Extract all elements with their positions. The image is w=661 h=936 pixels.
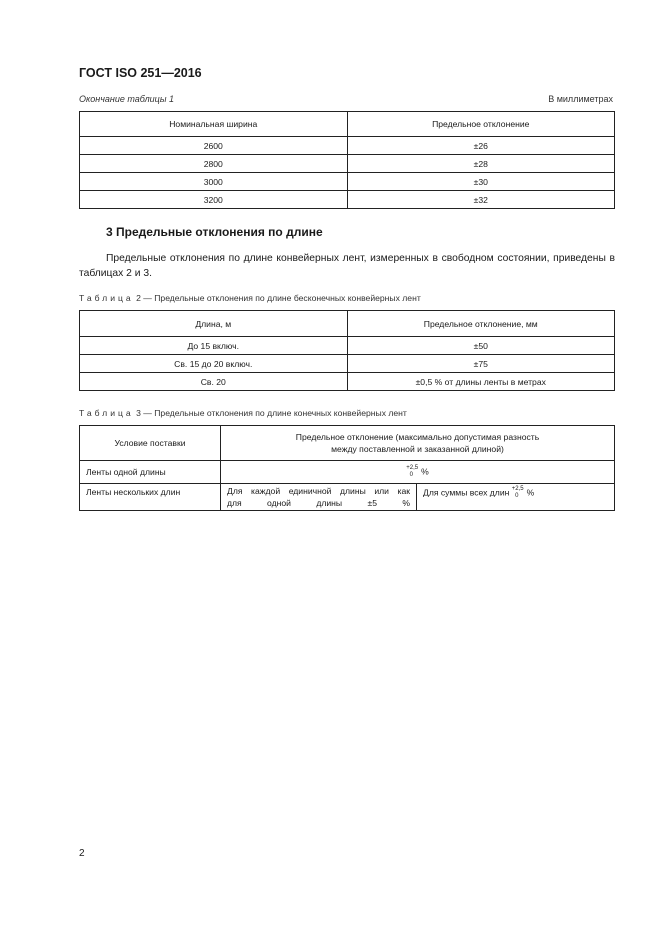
table3-row1-label: Ленты одной длины	[80, 461, 221, 484]
table1-continuation-label: Окончание таблицы 1	[79, 94, 174, 104]
table1-header-deviation: Предельное отклонение	[347, 112, 615, 137]
table3-header-deviation	[221, 426, 615, 461]
table2-cell-length: Св. 15 до 20 включ.	[80, 355, 348, 373]
section-heading: 3 Предельные отклонения по длине	[106, 225, 323, 239]
table3-header-deviation-line2: между поставленной и заказанной длиной)	[331, 444, 504, 454]
table2-cell-length: До 15 включ.	[80, 337, 348, 355]
table1	[79, 111, 615, 209]
table3-header-deviation-line1: Предельное отклонение (максимально допустимая разность	[295, 432, 540, 442]
table1-cell-deviation: ±26	[347, 137, 615, 155]
table3	[79, 425, 615, 511]
tolerance-upper: +2,5	[511, 486, 524, 492]
table-row	[80, 155, 615, 173]
table3-row1-deviation	[221, 461, 615, 484]
table-row	[80, 484, 615, 511]
table3-header-row	[80, 426, 615, 461]
table2-header-row	[80, 311, 615, 337]
table3-row2-label: Ленты нескольких длин	[80, 484, 221, 511]
tolerance-unit: %	[421, 466, 429, 477]
table3-caption	[79, 408, 407, 418]
table-row	[80, 173, 615, 191]
table1-units: В миллиметрах	[548, 94, 613, 104]
table-row	[80, 461, 615, 484]
table1-cell-width: 3200	[80, 191, 348, 209]
table2-cell-deviation: ±0,5 % от длины ленты в метрах	[347, 373, 615, 391]
table2-caption-word: Таблица	[79, 293, 134, 303]
table1-cell-width: 2800	[80, 155, 348, 173]
table-row	[80, 337, 615, 355]
tolerance-unit: %	[526, 487, 535, 498]
table1-cell-deviation: ±28	[347, 155, 615, 173]
table3-row2-sum-lengths	[417, 484, 615, 511]
each-length-line1: Для каждой единичной длины или как	[227, 486, 410, 496]
tolerance-upper: +2,5	[406, 465, 419, 471]
table1-cell-width: 2600	[80, 137, 348, 155]
table-row	[80, 355, 615, 373]
table2-cell-length: Св. 20	[80, 373, 348, 391]
document-code: ГОСТ ISO 251—2016	[79, 66, 202, 80]
table3-caption-word: Таблица	[79, 408, 134, 418]
table2-header-length: Длина, м	[80, 311, 348, 337]
section-paragraph: Предельные отклонения по длине конвейерных лент, измеренных в свободном состоянии, приведены в таблицах 2 и 3.	[79, 253, 615, 279]
each-length-line2: для одной длины ±5 %	[227, 498, 410, 508]
table2-cell-deviation: ±50	[347, 337, 615, 355]
table3-row2-each-length	[221, 484, 417, 511]
table2	[79, 310, 615, 391]
table1-header-row	[80, 112, 615, 137]
sum-lengths-text: Для суммы всех длин	[423, 487, 510, 498]
table3-header-condition: Условие поставки	[80, 426, 221, 461]
tolerance-lower: 0	[515, 493, 519, 499]
table1-cell-width: 3000	[80, 173, 348, 191]
table2-caption	[79, 293, 421, 303]
tolerance-fraction	[512, 486, 524, 500]
table1-header-width: Номинальная ширина	[80, 112, 348, 137]
table3-caption-text: 3 — Предельные отклонения по длине конечных конвейерных лент	[136, 408, 407, 418]
tolerance-lower: 0	[409, 472, 413, 478]
table2-caption-text: 2 — Предельные отклонения по длине бесконечных конвейерных лент	[136, 293, 421, 303]
page-number: 2	[79, 848, 85, 859]
tolerance-fraction	[406, 465, 418, 479]
table2-header-deviation: Предельное отклонение, мм	[347, 311, 615, 337]
table-row	[80, 373, 615, 391]
table1-cell-deviation: ±32	[347, 191, 615, 209]
table-row	[80, 137, 615, 155]
table1-cell-deviation: ±30	[347, 173, 615, 191]
table-row	[80, 191, 615, 209]
table2-cell-deviation: ±75	[347, 355, 615, 373]
